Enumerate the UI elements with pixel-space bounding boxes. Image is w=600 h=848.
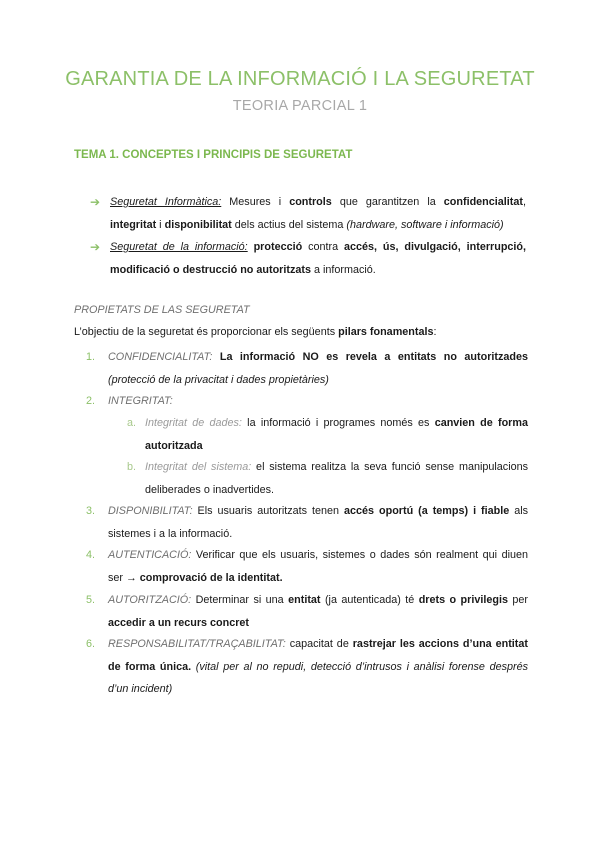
list-item-autoritzacio [86, 589, 528, 634]
item-number: 1. [86, 351, 96, 363]
bullet-bold: controls [289, 196, 332, 208]
item-text: capacitat de [285, 638, 353, 650]
intro-text: L’objectiu de la seguretat és proporcionar els següents [74, 326, 339, 338]
bullet-term: Seguretat de la informació: [110, 241, 248, 253]
intro-end: : [433, 326, 437, 338]
item-number: 6. [86, 638, 96, 650]
item-text: Els usuaris autoritzats tenen [192, 505, 345, 517]
item-label: RESPONSABILITAT/TRAÇABILITAT: [108, 638, 286, 650]
item-number: 2. [86, 395, 96, 407]
sub-item-text: el sistema realitza la seva funció sense manipulacions deliberades o inadvertides. [145, 461, 528, 496]
item-number: 5. [86, 594, 96, 606]
sub-item-label: Integritat del sistema: [145, 461, 252, 473]
item-number: 4. [86, 549, 96, 561]
item-bold: rastrejar les accions d’una entitat de forma única. [108, 638, 528, 673]
properties-intro [74, 326, 437, 338]
item-text: als sistemes i a la informació. [108, 505, 528, 540]
bullet-bold: integritat [110, 218, 157, 231]
item-bold: La informació NO es revela a entitats no autoritzades [219, 351, 528, 363]
item-text: per [507, 594, 528, 606]
list-item-integritat [86, 390, 528, 413]
item-bold: drets o privilegis [418, 594, 508, 606]
bullet-seguretat-informacio [90, 236, 527, 281]
sub-item-bold: canvien de forma autoritzada [145, 417, 528, 452]
bullet-text: contra [302, 241, 344, 253]
list-item-responsabilitat [86, 633, 528, 701]
item-bold: accés oportú (a temps) i fiable [344, 505, 510, 517]
item-label: AUTORITZACIÓ: [108, 594, 192, 606]
sub-item-integritat-sistema [127, 456, 528, 501]
item-text: Verificar que els usuaris, sistemes o dades són realment qui diuen ser → [108, 549, 528, 584]
bullet-text: i [156, 218, 165, 231]
bullet-text: Mesures i [221, 196, 290, 208]
section-heading: TEMA 1. CONCEPTES I PRINCIPIS DE SEGURETAT [74, 149, 353, 161]
item-label: AUTENTICACIÓ: [108, 549, 192, 561]
bullet-bold: disponibilitat [164, 218, 232, 231]
list-item-disponibilitat [86, 500, 528, 545]
item-label: CONFIDENCIALITAT: [108, 351, 213, 363]
bullet-term: Seguretat Informàtica: [110, 196, 222, 208]
bullet-text: que garantitzen la [331, 196, 444, 208]
document-subtitle: TEORIA PARCIAL 1 [232, 98, 368, 114]
bullet-bold: confidencialitat [443, 196, 523, 208]
sub-item-text: la informació i programes només es [241, 417, 435, 429]
item-number: 3. [86, 505, 96, 517]
bullet-bold: accés, ús, divulgació, interrupció, modificació o destrucció no autoritzats [110, 241, 527, 276]
bullet-text: , [522, 196, 526, 208]
intro-bold: pilars fonamentals [338, 326, 434, 338]
item-label: INTEGRITAT: [108, 395, 173, 407]
sub-item-letter: a. [127, 417, 137, 429]
bullet-italic: (hardware, software i informació) [346, 218, 504, 231]
item-bold: entitat [288, 594, 321, 606]
item-italic: (vital per al no repudi, detecció d’intrusos i anàlisi forense després d’un incident) [108, 660, 528, 695]
item-bold: accedir a un recurs concret [108, 616, 250, 629]
list-item-autenticacio [86, 544, 528, 589]
item-bold: comprovació de la identitat. [139, 571, 283, 584]
bullet-text: dels actius del sistema [231, 218, 347, 231]
sub-item-letter: b. [127, 461, 137, 473]
sub-item-integritat-dades [127, 412, 528, 457]
sub-item-label: Integritat de dades: [145, 417, 242, 429]
arrow-bullet-icon: ➔ [90, 240, 101, 254]
item-text [212, 351, 219, 363]
properties-heading: PROPIETATS DE LAS SEGURETAT [74, 304, 250, 316]
list-item-confidencialitat [86, 346, 528, 391]
item-label: DISPONIBILITAT: [108, 505, 193, 517]
bullet-bold: protecció [253, 241, 303, 253]
item-text: (ja autenticada) té [320, 594, 419, 606]
document-title: GARANTIA DE LA INFORMACIÓ I LA SEGURETAT [65, 68, 535, 90]
bullet-seguretat-informatica [90, 191, 526, 236]
arrow-bullet-icon: ➔ [90, 195, 101, 209]
item-text: Determinar si una [191, 594, 289, 606]
bullet-text: a informació. [310, 263, 376, 276]
item-italic: (protecció de la privacitat i dades propietàries) [108, 373, 329, 386]
